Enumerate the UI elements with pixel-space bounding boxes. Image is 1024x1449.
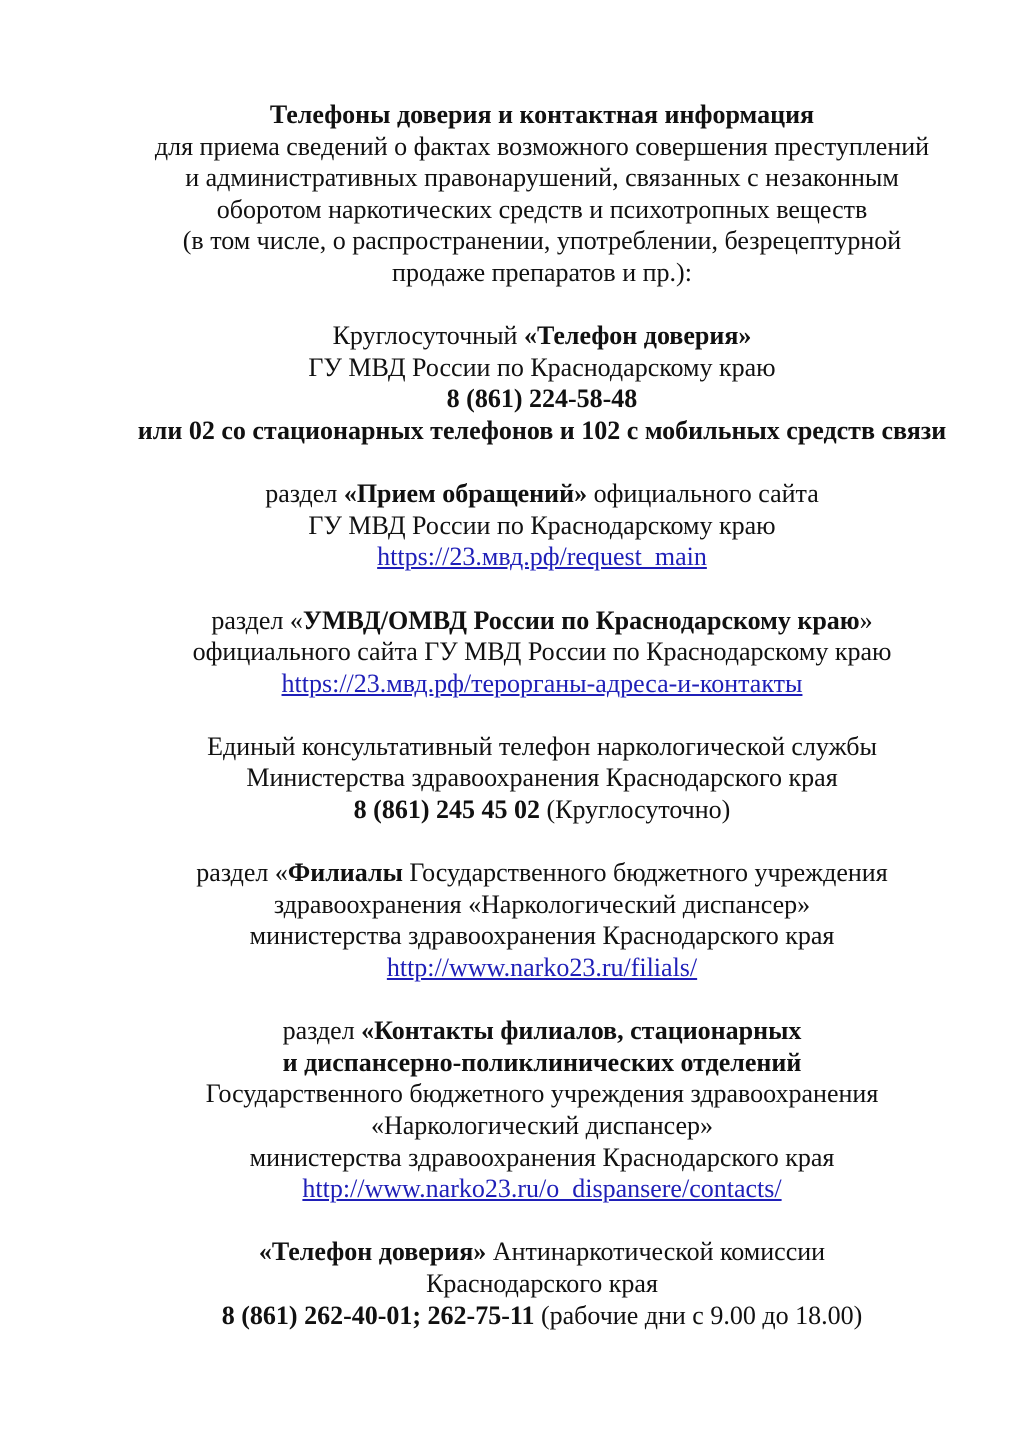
text: раздел [265, 479, 344, 509]
umvd-section-block [60, 605, 1024, 700]
section-heading [60, 605, 1024, 637]
text: Круглосуточный [332, 321, 524, 351]
text-line: Министерства здравоохранения Краснодарского края [246, 763, 838, 793]
org-name: ГУ МВД России по Краснодарскому краю [308, 352, 776, 382]
section-heading [60, 478, 1024, 510]
document-title: Телефоны доверия и контактная информация [269, 100, 815, 129]
phone-number: 8 (861) 245 45 02 [353, 795, 540, 825]
hotline-heading [60, 320, 1024, 352]
subtitle-line: оборотом наркотических средств и психотропных веществ [216, 194, 868, 224]
text: раздел « [211, 605, 303, 635]
mvd-hotline-block [60, 320, 1024, 446]
text-line: здравоохранения «Наркологический диспансер» [273, 889, 811, 919]
contacts-link[interactable]: http://www.narko23.ru/o_dispansere/contacts/ [302, 1174, 782, 1204]
text-line: Единый консультативный телефон наркологической службы [207, 731, 877, 761]
subtitle-line: (в том числе, о распространении, употреблении, безрецептурной [182, 226, 902, 256]
narcology-phone-block [60, 731, 1024, 826]
org-name: ГУ МВД России по Краснодарскому краю [308, 510, 776, 540]
text-line: министерства здравоохранения Краснодарского края [249, 921, 835, 951]
text: Государственного бюджетного учреждения [402, 858, 888, 888]
section-name: Филиалы [287, 858, 403, 888]
request-main-link[interactable]: https://23.мвд.рф/request_main [377, 542, 707, 572]
section-heading [60, 857, 1024, 889]
emergency-numbers: или 02 со стационарных телефонов и 102 с мобильных средств связи [137, 415, 947, 445]
filials-link[interactable]: http://www.narko23.ru/filials/ [386, 953, 698, 983]
text: официального сайта [587, 479, 819, 509]
commission-hotline-block [60, 1236, 1024, 1331]
phone-line [60, 794, 1024, 826]
requests-section-block [60, 478, 1024, 573]
section-heading [60, 1015, 1024, 1047]
hotline-name: «Телефон доверия» [258, 1237, 487, 1267]
text-line: «Наркологический диспансер» [370, 1111, 714, 1140]
subtitle-line: для приема сведений о фактах возможного совершения преступлений [154, 131, 930, 161]
section-name: «Контакты филиалов, стационарных [361, 1016, 802, 1046]
phone-number: 8 (861) 224-58-48 [446, 384, 638, 414]
subtitle-line: и административных правонарушений, связанных с незаконным [185, 163, 899, 193]
hotline-heading [60, 1236, 1024, 1268]
hotline-name: «Телефон доверия» [523, 321, 752, 351]
contacts-section-block [60, 1015, 1024, 1205]
header-block [60, 99, 1024, 289]
phone-line [60, 1300, 1024, 1332]
section-name: «Прием обращений» [343, 479, 588, 509]
section-name: и диспансерно-поликлинических отделений [282, 1047, 802, 1077]
text: раздел « [196, 858, 288, 888]
text: » [859, 605, 873, 635]
text-line: Государственного бюджетного учреждения здравоохранения [205, 1079, 879, 1109]
text-line: министерства здравоохранения Краснодарского края [249, 1142, 835, 1172]
section-name: УМВД/ОМВД России по Краснодарскому краю [302, 605, 860, 635]
phone-number: 8 (861) 262-40-01; 262-75-11 [221, 1300, 535, 1330]
text: (Круглосуточно) [540, 795, 731, 825]
filials-section-block [60, 857, 1024, 983]
text-line: Краснодарского края [426, 1268, 658, 1298]
text: Антинаркотической комиссии [486, 1237, 826, 1267]
document [60, 99, 1024, 1363]
subtitle-line: продаже препаратов и пр.): [392, 257, 692, 287]
text-line: официального сайта ГУ МВД России по Краснодарскому краю [192, 637, 892, 667]
terorgany-link[interactable]: https://23.мвд.рф/терорганы-адреса-и-контакты [281, 668, 803, 698]
working-hours: (рабочие дни с 9.00 до 18.00) [534, 1300, 863, 1330]
text: раздел [282, 1016, 362, 1046]
